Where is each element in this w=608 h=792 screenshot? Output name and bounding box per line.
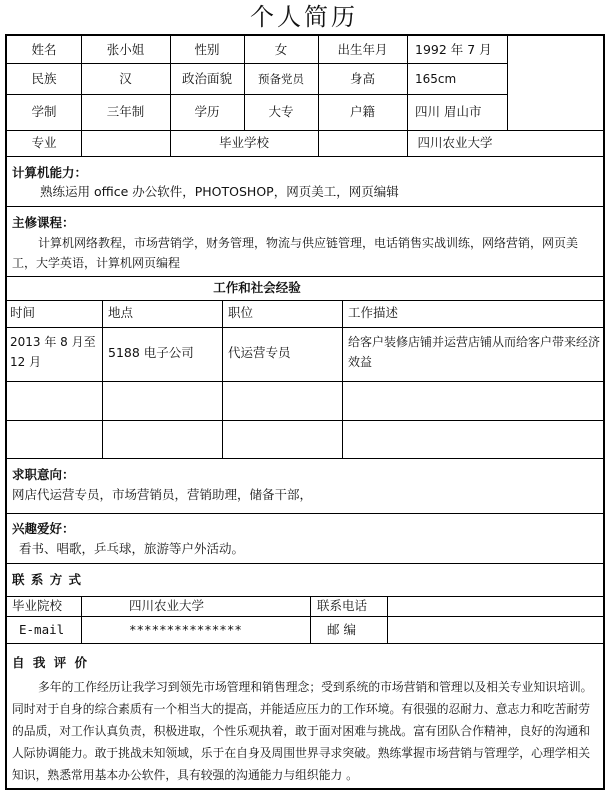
contact-school-label: 毕业院校 [12,598,63,613]
contact-zip-label: 邮 编 [327,622,356,637]
gender-label: 性别 [194,42,220,57]
birth-label: 出生年月 [337,42,388,57]
computer-text: 熟练运用 office 办公软件，PHOTOSHOP，网页美工，网页编辑 [40,184,399,199]
computer-heading: 计算机能力： [12,165,88,180]
hukou-label: 户籍 [349,104,375,119]
exp-col-position: 职位 [228,305,254,320]
exp-col-desc: 工作描述 [348,305,399,320]
hukou-value: 四川 眉山市 [415,104,482,119]
contact-email-value: *************** [129,622,242,637]
self-eval-heading: 自 我 评 价 [12,655,90,670]
edu-value: 三年制 [106,104,145,119]
major-label: 专业 [31,135,57,150]
name-value: 张小姐 [106,42,145,57]
height-value: 165cm [415,72,457,86]
experience-heading: 工作和社会经验 [213,280,301,295]
exp-row1-time: 2013 年 8 月至 12 月 [10,335,96,369]
degree-value: 大专 [268,104,294,119]
exp-col-place: 地点 [108,305,134,320]
gender-value: 女 [274,42,288,57]
courses-heading: 主修课程： [12,215,75,230]
exp-row1-place: 5188 电子公司 [108,345,194,360]
courses-text: 计算机网络教程，市场营销学，财务管理，物流与供应链管理，电话销售实战训练，网络营销，网页美工，大学英语，计算机网页编程 [12,236,579,270]
ethnic-value: 汉 [119,71,132,86]
contact-email-label: E-mail [19,622,65,637]
ethnic-label: 民族 [31,71,57,86]
school-value: 四川农业大学 [417,135,493,150]
exp-row1-position: 代运营专员 [228,345,291,360]
height-label: 身高 [349,71,375,86]
intent-heading: 求职意向： [12,467,75,482]
contact-phone-label: 联系电话 [317,598,368,613]
hobby-text: 看书、唱歌，乒乓球，旅游等户外活动。 [19,541,245,556]
political-label: 政治面貌 [181,71,232,86]
intent-text: 网店代运营专员，市场营销员，营销助理，储备干部， [12,487,313,502]
birth-value: 1992 年 7 月 [415,42,492,57]
page-title: 个人简历 [250,3,358,31]
name-label: 姓名 [31,42,57,57]
school-label: 毕业学校 [218,135,269,150]
political-value: 预备党员 [258,72,304,86]
contact-heading: 联 系 方 式 [12,572,83,587]
edu-label: 学制 [31,104,57,119]
exp-col-time: 时间 [10,305,36,320]
resume-table [5,34,605,790]
degree-label: 学历 [194,104,220,119]
exp-row1-desc: 给客户装修店铺并运营店铺从而给客户带来经济效益 [348,335,601,369]
contact-school-value: 四川农业大学 [129,598,205,613]
hobby-heading: 兴趣爱好： [12,521,75,536]
self-eval-text: 多年的工作经历让我学习到领先市场管理和销售理念；受到系统的市场营销和管理以及相关专业知识培训。同时对于自身的综合素质有一个相当大的提高，并能适应压力的工作环境。有很强的忍耐力、意志力和吃苦耐劳的品质，对工作认真负责，积极进取，个性乐观执着，敢于面对困难与挑战。富有团队合作精神，良好的沟通和人际协调能力。敢于挑战未知领域，乐于在自身及周围世界寻求突破。熟练掌握市场营销与管理学，心理学相关知识，熟悉常用基本办公软件，具有较强的沟通能力与组织能力 。 [12,680,593,782]
